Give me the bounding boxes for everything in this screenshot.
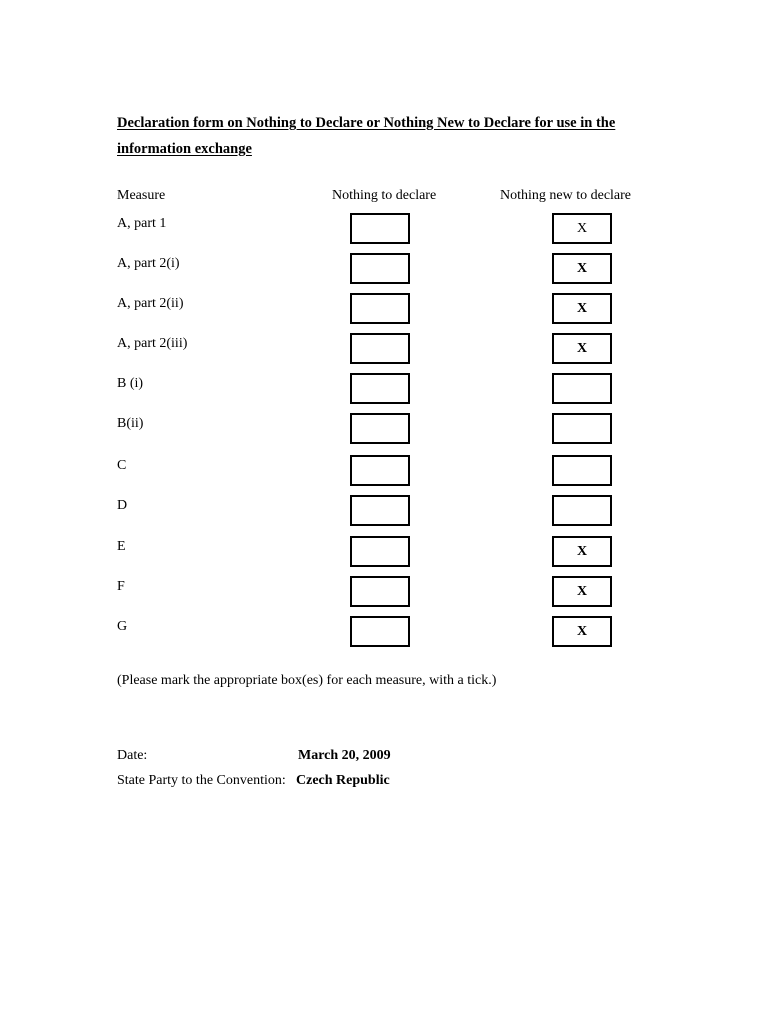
column-header-nothing-new-to-declare: Nothing new to declare <box>500 188 632 203</box>
nothing-to-declare-checkbox[interactable] <box>350 373 410 404</box>
measure-row <box>0 213 770 247</box>
measure-label: B(ii) <box>117 416 144 431</box>
measure-row <box>0 536 770 570</box>
measure-label: F <box>117 579 125 594</box>
column-header-nothing-to-declare: Nothing to declare <box>332 188 437 203</box>
nothing-new-to-declare-checkbox[interactable]: X <box>552 293 612 324</box>
nothing-to-declare-checkbox[interactable] <box>350 293 410 324</box>
measure-label: D <box>117 498 128 513</box>
nothing-new-to-declare-checkbox[interactable]: X <box>552 616 612 647</box>
nothing-to-declare-checkbox[interactable] <box>350 253 410 284</box>
nothing-new-to-declare-checkbox[interactable] <box>552 413 612 444</box>
measure-row <box>0 333 770 367</box>
nothing-new-to-declare-checkbox[interactable]: X <box>552 253 612 284</box>
measure-label: B (i) <box>117 376 144 391</box>
nothing-to-declare-checkbox[interactable] <box>350 495 410 526</box>
nothing-to-declare-checkbox[interactable] <box>350 616 410 647</box>
nothing-to-declare-checkbox[interactable] <box>350 536 410 567</box>
nothing-to-declare-checkbox[interactable] <box>350 413 410 444</box>
form-title-line-1: Declaration form on Nothing to Declare or Nothing New to Declare for use in the <box>117 115 616 131</box>
nothing-to-declare-checkbox[interactable] <box>350 576 410 607</box>
nothing-new-to-declare-checkbox[interactable]: X <box>552 213 612 244</box>
measure-label: G <box>117 619 128 634</box>
measure-label: A, part 2(iii) <box>117 336 188 351</box>
measure-row <box>0 455 770 489</box>
nothing-new-to-declare-checkbox[interactable]: X <box>552 576 612 607</box>
form-title-line-2: information exchange <box>117 141 252 157</box>
date-label: Date: <box>117 748 148 763</box>
measure-label: C <box>117 458 127 473</box>
nothing-new-to-declare-checkbox[interactable] <box>552 455 612 486</box>
nothing-new-to-declare-checkbox[interactable]: X <box>552 536 612 567</box>
measure-row <box>0 616 770 650</box>
measure-label: A, part 1 <box>117 216 167 231</box>
nothing-new-to-declare-checkbox[interactable]: X <box>552 333 612 364</box>
instruction-text: (Please mark the appropriate box(es) for each measure, with a tick.) <box>117 673 497 688</box>
measure-row <box>0 293 770 327</box>
column-header-measure: Measure <box>117 188 166 203</box>
state-party-value: Czech Republic <box>296 773 390 788</box>
measure-label: E <box>117 539 126 554</box>
measure-row <box>0 576 770 610</box>
nothing-to-declare-checkbox[interactable] <box>350 455 410 486</box>
nothing-to-declare-checkbox[interactable] <box>350 213 410 244</box>
date-value: March 20, 2009 <box>298 748 391 763</box>
nothing-new-to-declare-checkbox[interactable] <box>552 495 612 526</box>
measure-row <box>0 495 770 529</box>
state-party-label: State Party to the Convention: <box>117 773 286 788</box>
measure-label: A, part 2(i) <box>117 256 180 271</box>
measure-row <box>0 253 770 287</box>
nothing-to-declare-checkbox[interactable] <box>350 333 410 364</box>
nothing-new-to-declare-checkbox[interactable] <box>552 373 612 404</box>
measure-row <box>0 413 770 447</box>
measure-row <box>0 373 770 407</box>
measure-label: A, part 2(ii) <box>117 296 184 311</box>
